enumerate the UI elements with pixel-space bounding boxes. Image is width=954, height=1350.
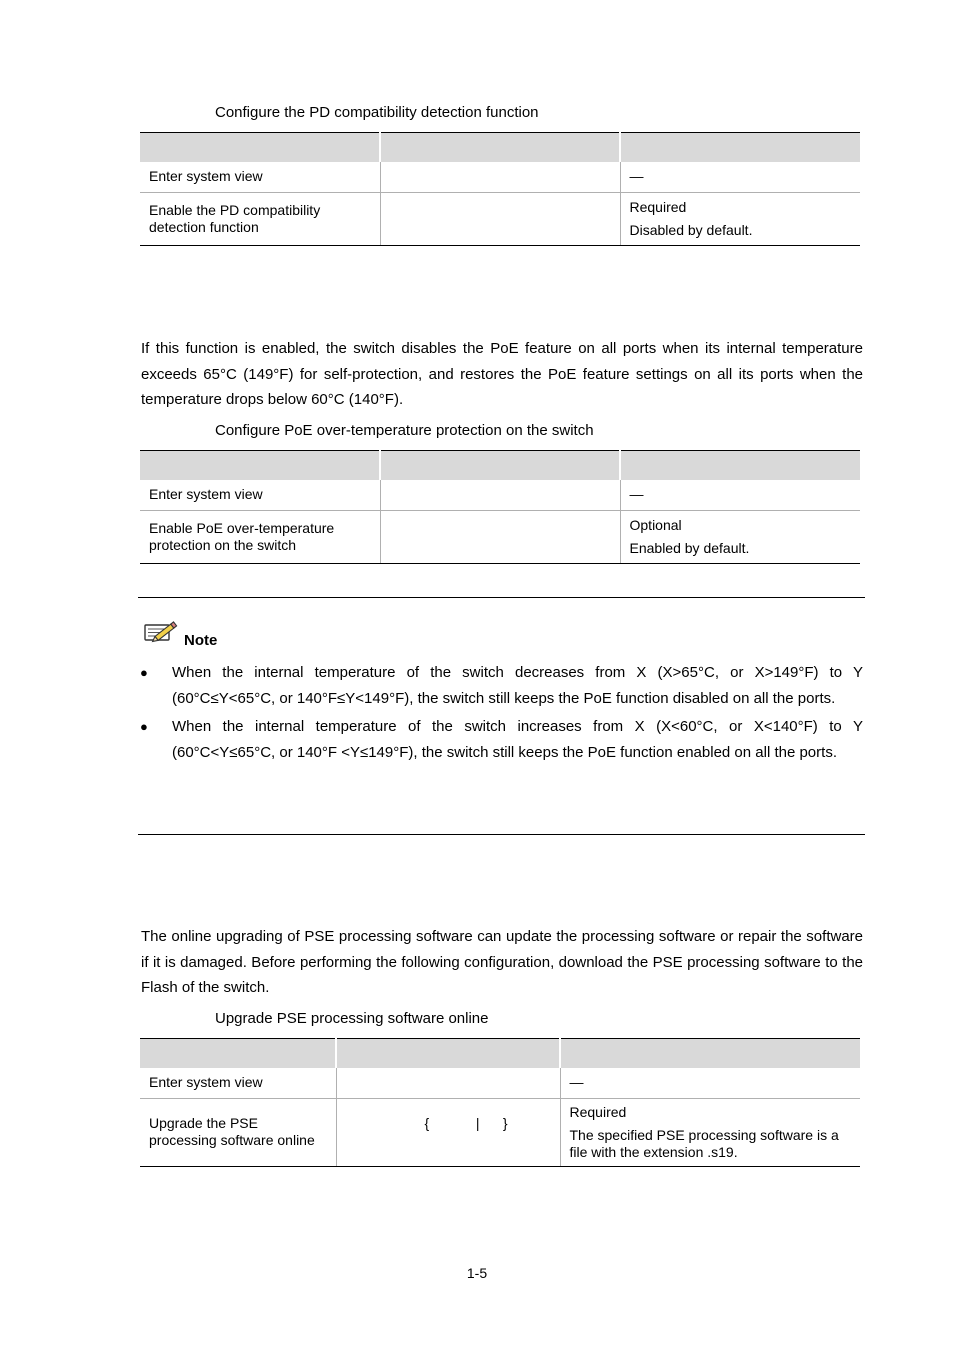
remark-text: Enabled by default. [629, 539, 750, 556]
table-caption: Configure PoE over-temperature protection on the switch [215, 422, 594, 439]
cell-command [336, 1068, 560, 1098]
list-item [138, 660, 863, 711]
cell-command [380, 192, 620, 245]
cell-remarks [620, 480, 860, 510]
remark-text: — [569, 1074, 584, 1091]
note-list [138, 660, 863, 768]
header-operation [140, 1039, 336, 1069]
header-remarks [620, 451, 860, 481]
note-box [138, 597, 865, 835]
remark-text: — [629, 486, 644, 503]
config-table [140, 1038, 860, 1167]
table-header-row [140, 1039, 860, 1069]
table-header-row [140, 133, 860, 163]
table-caption: Upgrade PSE processing software online [215, 1010, 489, 1027]
note-label: Note [184, 632, 218, 649]
cell-command [380, 510, 620, 563]
table-row [140, 192, 860, 245]
remark-text: The specified PSE processing software is a file with the extension .s19. [569, 1126, 839, 1160]
list-item [138, 714, 863, 765]
cell-command [380, 480, 620, 510]
cell-remarks [620, 510, 860, 563]
cell-operation: Enter system view [140, 1068, 336, 1098]
cell-operation: Enable the PD compatibility detection function [140, 192, 380, 245]
cell-command [380, 162, 620, 192]
remark-text: Disabled by default. [629, 221, 753, 238]
remark-text: — [629, 168, 644, 185]
table-row [140, 1098, 860, 1166]
header-remarks [620, 133, 860, 163]
cell-operation: Enter system view [140, 162, 380, 192]
note-pencil-icon [142, 618, 180, 649]
note-text: When the internal temperature of the switch increases from X (X<60°C, or X<140°F) to Y (60°C<Y≤65°C, or 140°F <Y≤149°F), the switch still keeps the PoE function enabled on all the ports. [172, 718, 863, 761]
remark-text: Required [629, 198, 687, 215]
cell-command: { | } [336, 1098, 560, 1166]
cell-operation: Upgrade the PSE processing software online [140, 1098, 336, 1166]
body-paragraph: If this function is enabled, the switch disables the PoE feature on all ports when its internal temperature exceeds 65°C (149°F) for self-protection, and restores the PoE feature settings on all its ports when the temperature drops below 60°C (140°F). [141, 340, 863, 408]
header-operation [140, 451, 380, 481]
header-command [380, 451, 620, 481]
cell-operation: Enable PoE over-temperature protection on the switch [140, 510, 380, 563]
note-text: When the internal temperature of the switch decreases from X (X>65°C, or X>149°F) to Y (60°C≤Y<65°C, or 140°F≤Y<149°F), the switch still keeps the PoE function disabled on all the ports. [172, 664, 863, 707]
note-header [142, 618, 217, 649]
header-remarks [560, 1039, 860, 1069]
bullet-icon: ● [140, 665, 148, 680]
header-command [380, 133, 620, 163]
remark-text: Optional [629, 516, 682, 533]
table-row [140, 510, 860, 563]
table-row [140, 480, 860, 510]
cell-remarks [560, 1098, 860, 1166]
config-table [140, 132, 860, 246]
table-row [140, 162, 860, 192]
table-caption: Configure the PD compatibility detection function [215, 104, 539, 121]
remark-text: Required [569, 1103, 627, 1120]
header-command [336, 1039, 560, 1069]
bullet-icon: ● [140, 719, 148, 734]
page-number: 1-5 [466, 1265, 488, 1281]
table-row [140, 1068, 860, 1098]
cell-remarks [620, 162, 860, 192]
header-operation [140, 133, 380, 163]
cell-remarks [620, 192, 860, 245]
table-header-row [140, 451, 860, 481]
config-table [140, 450, 860, 564]
cell-remarks [560, 1068, 860, 1098]
body-paragraph: The online upgrading of PSE processing software can update the processing software or repair the software if it is damaged. Before performing the following configuration, download the PSE processing software to the Flash of the switch. [141, 928, 863, 996]
cell-operation: Enter system view [140, 480, 380, 510]
